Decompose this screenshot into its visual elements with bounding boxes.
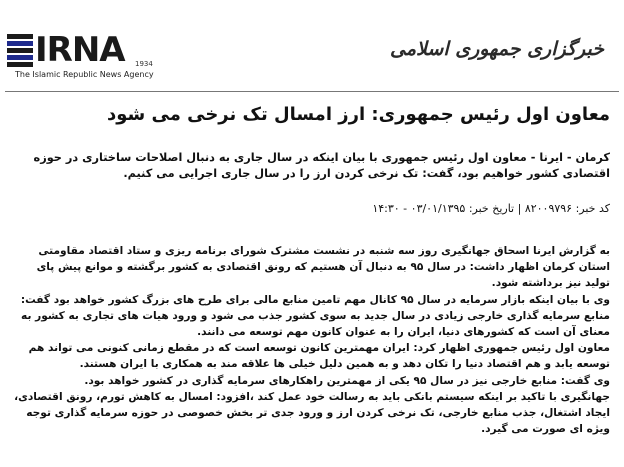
stripes-icon <box>7 34 33 67</box>
article-headline: معاون اول رئیس جمهوری: ارز امسال تک نرخی می شود <box>107 104 610 125</box>
paragraph-4: وی گفت: منابع خارجی نیز در سال ۹۵ یکی از مهمترین راهکارهای سرمایه گذاری در کشور خواهد بود. <box>84 374 610 387</box>
header-divider <box>5 91 619 92</box>
paragraph-2: وی با بیان اینکه بازار سرمایه در سال ۹۵ کانال مهم تامین منابع مالی برای طرح های بزرگ کشور خواهد بود گفت: منابع سرمایه گذاری خارجی زیادی در سال جدید به سوی کشور جذب می شود و ورود هیات های تجاری به کشور به معنای آن است که کشورهای دنیا، ایران را به عنوان کانون مهم توسعه می دانند. <box>20 293 610 339</box>
paragraph-1: به گزارش ایرنا اسحاق جهانگیری روز سه شنبه در نشست مشترک شورای برنامه ریزی و ستاد اقتصاد مقاومتی استان کرمان اظهار داشت: در سال ۹۵ به دنبال آن هستیم که رونق اقتصادی به کشور برگشته و موانع پیش پای تولید نیز برداشته شود. <box>36 245 610 290</box>
logo-year: 1934 <box>135 60 153 68</box>
logo-word: IRNA <box>35 30 125 70</box>
irna-logo[interactable] <box>7 30 154 81</box>
brand-persian: خبرگزاری جمهوری اسلامی <box>390 38 604 60</box>
article-lead: کرمان - ایرنا - معاون اول رئیس جمهوری با بیان اینکه در سال جاری به دنبال اصلاحات ساختاری در حوزه اقتصادی کشور خواهیم بود، گفت: تک نرخی کردن ارز را در سال جاری اجرایی می کنیم. <box>33 151 610 180</box>
article-body <box>10 243 610 437</box>
paragraph-5: جهانگیری با تاکید بر اینکه سیستم بانکی باید به رسالت خود عمل کند ،افزود: امسال به کاهش تورم، رونق اقتصادی، ایجاد اشتغال، جذب منابع خارجی، تک نرخی کردن ارز و ورود جدی تر بخش خصوصی در حوزه سرمایه گذاری توجه ویژه ای صورت می گیرد. <box>14 390 610 436</box>
masthead <box>0 0 624 92</box>
article-meta: کد خبر: ۸۲۰۰۹۷۹۶ | تاریخ خبر: ۰۳/۰۱/۱۳۹۵ - ۱۴:۳۰ <box>372 202 610 215</box>
logo-subtitle: The Islamic Republic News Agency <box>15 70 154 79</box>
paragraph-3: معاون اول رئیس جمهوری اظهار کرد: ایران مهمترین کانون توسعه است که در مقطع زمانی کنونی می تواند هم توسعه یابد و هم اقتصاد دنیا را تکان دهد و به همین دلیل خیلی ها علاقه مند به همکاری با ایران هستند. <box>28 342 610 371</box>
